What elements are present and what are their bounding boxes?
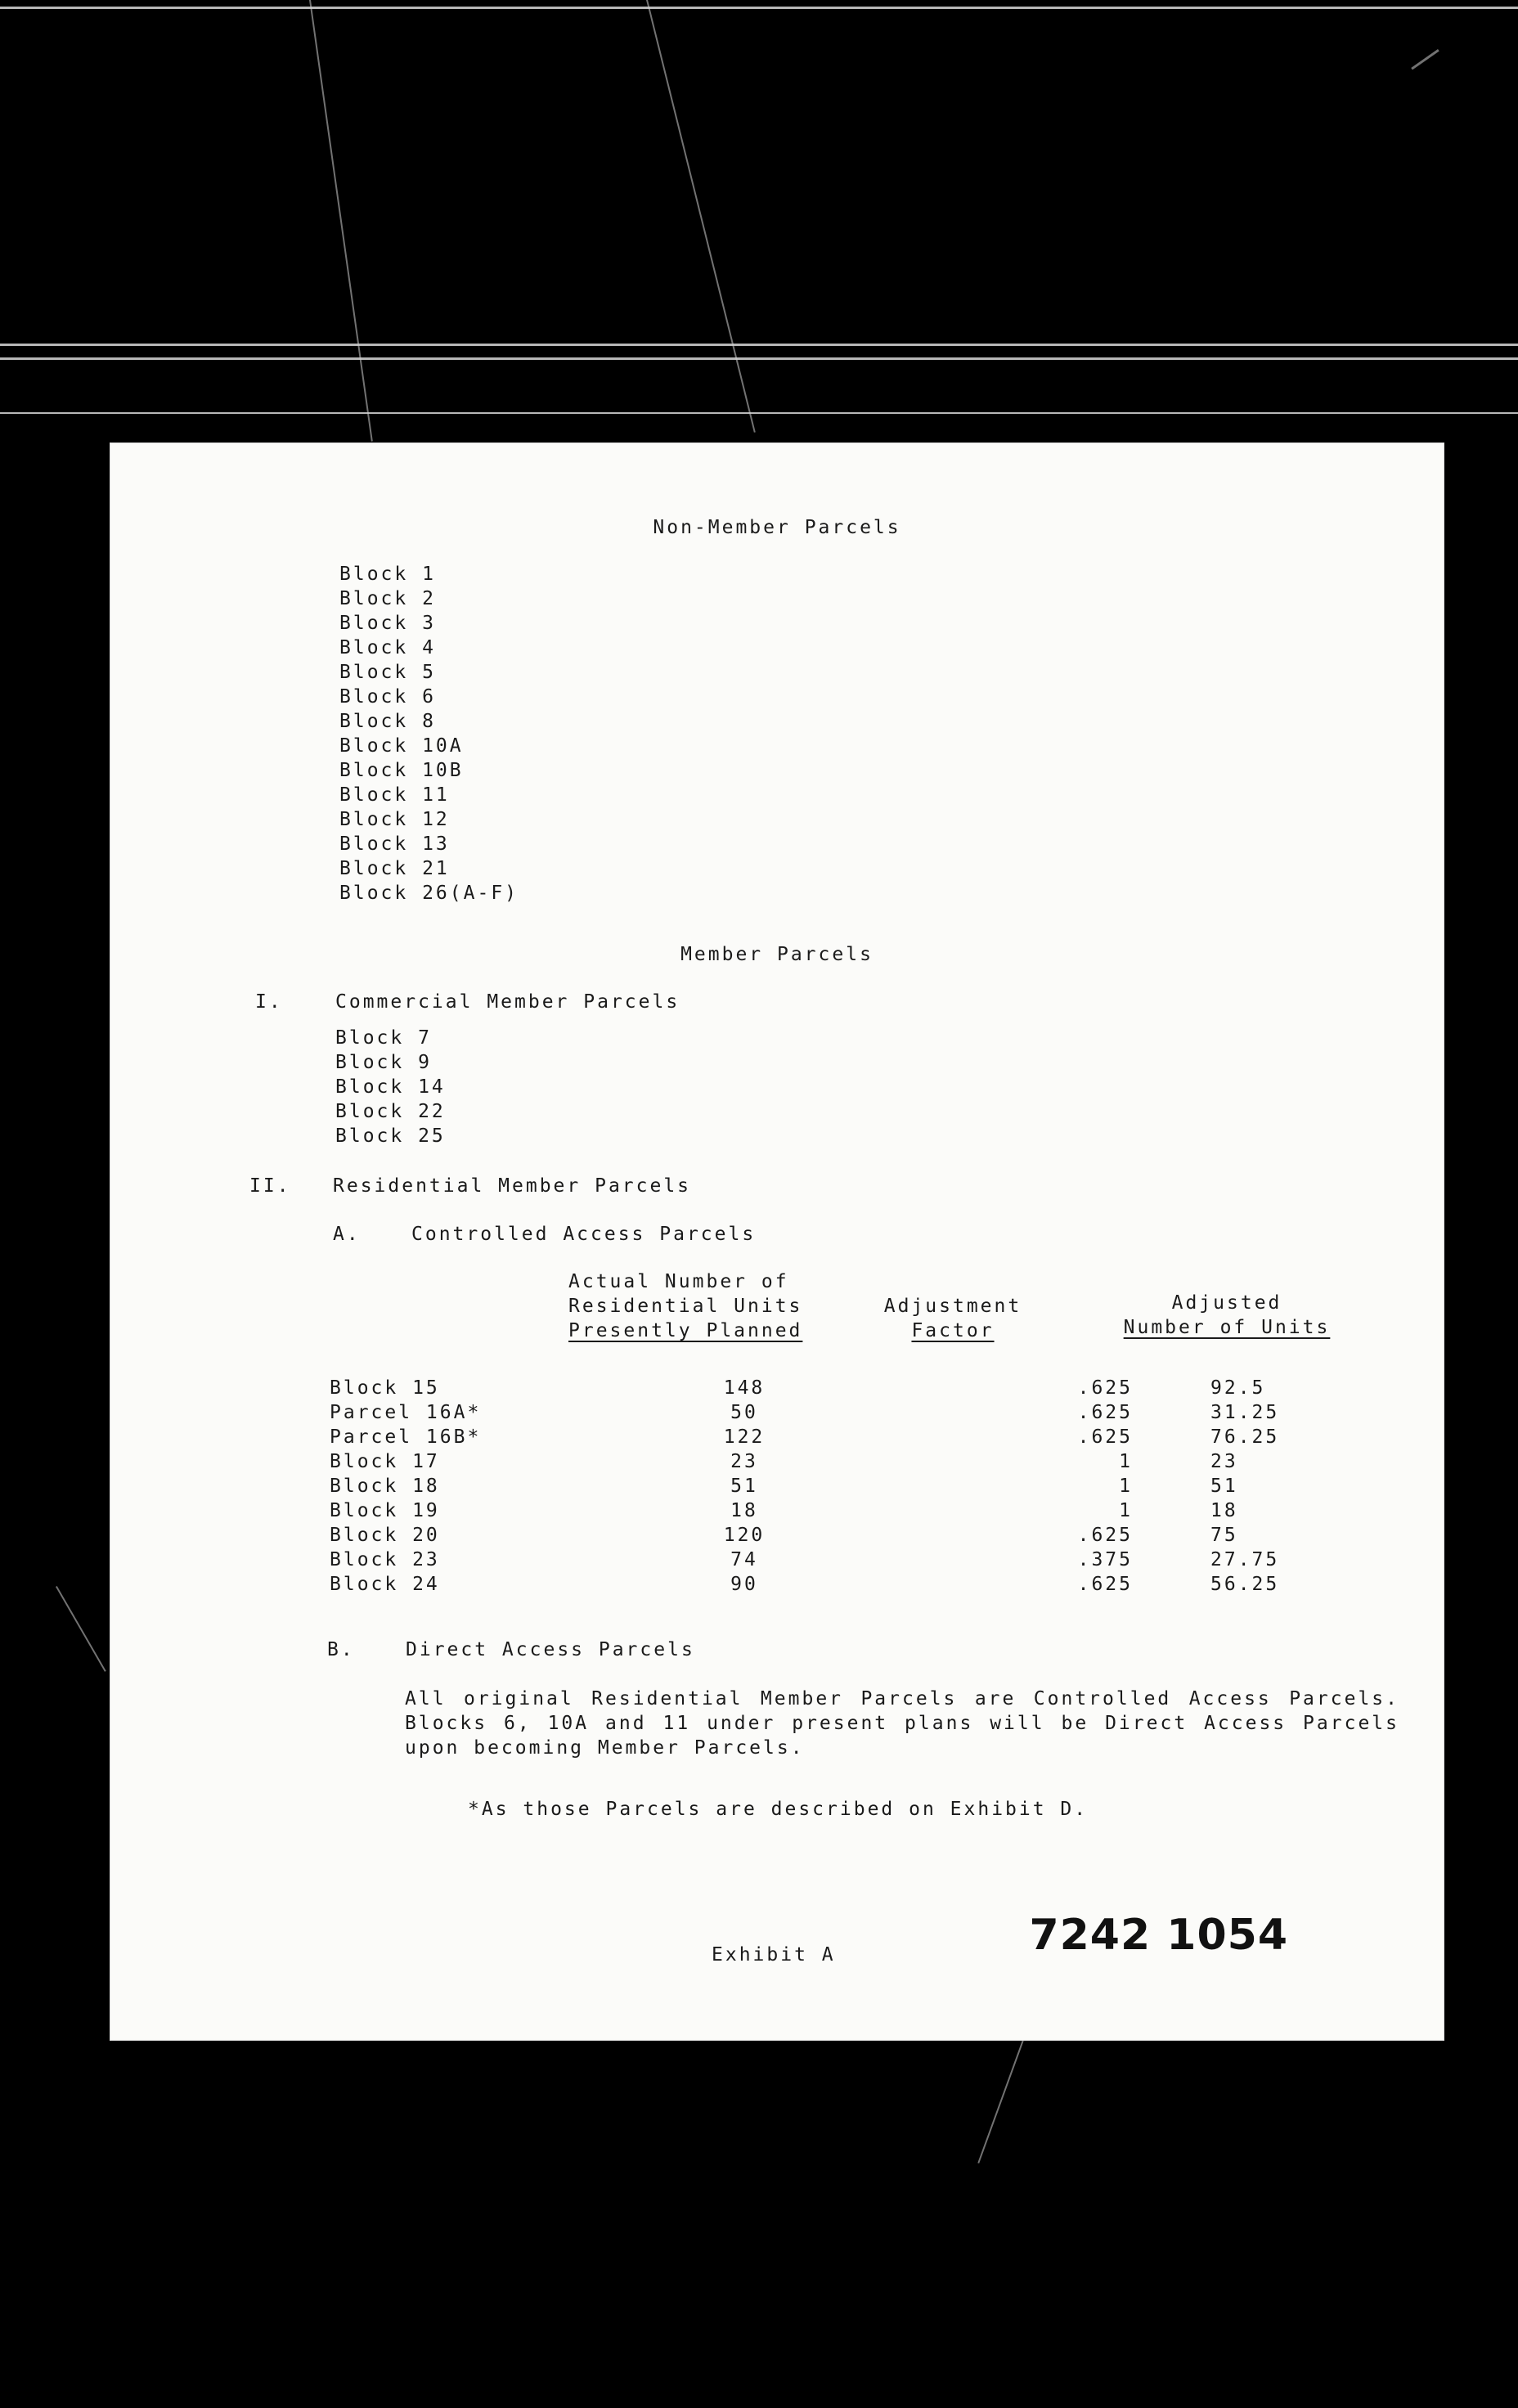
section-numeral-i: I.	[255, 991, 283, 1013]
footnote: *As those Parcels are described on Exhibit D.	[468, 1799, 1089, 1820]
list-item: Block 12	[339, 809, 450, 830]
header-line: Number of Units	[1123, 1317, 1331, 1338]
scan-scratch	[309, 0, 373, 442]
list-item: Block 2	[339, 588, 436, 609]
table-cell-adjusted: 27.75	[1210, 1549, 1280, 1570]
list-item: Block 21	[339, 858, 450, 879]
table-cell-parcel: Block 17	[330, 1451, 440, 1472]
table-cell-actual: 50	[730, 1402, 758, 1423]
table-cell-actual: 122	[723, 1426, 766, 1448]
scan-border-line	[0, 357, 1518, 360]
table-cell-adjusted: 56.25	[1210, 1574, 1280, 1595]
table-cell-actual: 120	[723, 1525, 766, 1546]
header-line: Actual Number of	[568, 1271, 789, 1292]
list-item: Block 9	[335, 1052, 432, 1073]
header-line: Residential Units	[568, 1296, 803, 1317]
list-item: Block 4	[339, 637, 436, 658]
scan-scratch	[1411, 49, 1439, 70]
header-line: Presently Planned	[568, 1320, 803, 1341]
member-title: Member Parcels	[680, 944, 874, 965]
header-line: Adjustment	[883, 1296, 1022, 1317]
table-cell-factor: .625	[1077, 1402, 1133, 1423]
section-numeral-ii: II.	[249, 1175, 291, 1197]
list-item: Block 10B	[339, 760, 464, 781]
table-cell-adjusted: 31.25	[1210, 1402, 1280, 1423]
list-item: Block 6	[339, 686, 436, 708]
residential-title: Residential Member Parcels	[333, 1175, 692, 1197]
header-line: Adjusted	[1171, 1292, 1282, 1314]
list-item: Block 10A	[339, 735, 464, 757]
list-item: Block 22	[335, 1101, 446, 1122]
subsection-letter-b: B.	[327, 1639, 355, 1660]
table-cell-factor: 1	[1119, 1500, 1133, 1521]
header-actual-units	[568, 1269, 802, 1343]
scan-scratch	[977, 2040, 1024, 2163]
table-cell-adjusted: 18	[1210, 1500, 1238, 1521]
table-cell-actual: 23	[730, 1451, 758, 1472]
table-cell-adjusted: 23	[1210, 1451, 1238, 1472]
scan-border-line	[0, 7, 1518, 9]
non-member-block-list	[339, 562, 519, 905]
subsection-letter-a: A.	[333, 1224, 361, 1245]
list-item: Block 13	[339, 833, 450, 855]
table-cell-actual: 51	[730, 1476, 758, 1497]
list-item: Block 25	[335, 1125, 446, 1147]
header-line: Factor	[911, 1320, 995, 1341]
table-cell-adjusted: 51	[1210, 1476, 1238, 1497]
list-item: Block 7	[335, 1027, 432, 1049]
scan-border-line	[0, 344, 1518, 346]
table-cell-factor: 1	[1119, 1476, 1133, 1497]
commercial-title: Commercial Member Parcels	[335, 991, 680, 1013]
commercial-block-list	[335, 1026, 446, 1148]
table-cell-parcel: Block 24	[330, 1574, 440, 1595]
list-item: Block 26(A-F)	[339, 883, 519, 904]
non-member-title: Non-Member Parcels	[653, 517, 901, 538]
table-cell-factor: 1	[1119, 1451, 1133, 1472]
list-item: Block 11	[339, 784, 450, 806]
table-cell-adjusted: 92.5	[1210, 1377, 1266, 1399]
list-item: Block 8	[339, 711, 436, 732]
table-cell-actual: 90	[730, 1574, 758, 1595]
list-item: Block 5	[339, 662, 436, 683]
direct-access-title: Direct Access Parcels	[406, 1639, 695, 1660]
table-cell-adjusted: 76.25	[1210, 1426, 1280, 1448]
table-cell-actual: 18	[730, 1500, 758, 1521]
controlled-access-title: Controlled Access Parcels	[411, 1224, 757, 1245]
table-cell-adjusted: 75	[1210, 1525, 1238, 1546]
table-cell-parcel: Block 19	[330, 1500, 440, 1521]
table-cell-factor: .625	[1077, 1574, 1133, 1595]
scan-scratch	[646, 0, 756, 433]
list-item: Block 14	[335, 1076, 446, 1098]
table-cell-factor: .625	[1077, 1377, 1133, 1399]
table-cell-parcel: Parcel 16B*	[330, 1426, 482, 1448]
scan-scratch	[56, 1586, 106, 1672]
table-cell-parcel: Block 15	[330, 1377, 440, 1399]
table-cell-factor: .625	[1077, 1426, 1133, 1448]
table-cell-parcel: Block 18	[330, 1476, 440, 1497]
header-adjusted-units	[1116, 1291, 1337, 1340]
list-item: Block 3	[339, 613, 436, 634]
header-adjustment-factor	[871, 1294, 1035, 1343]
direct-access-paragraph: All original Residential Member Parcels are Controlled Access Parcels. Blocks 6, 10A and 11 under present plans will be Direct Access Parcels upon becoming Member Parcels.	[405, 1688, 1399, 1759]
table-cell-factor: .375	[1077, 1549, 1133, 1570]
document-page	[110, 443, 1444, 2040]
table-cell-parcel: Block 20	[330, 1525, 440, 1546]
table-cell-factor: .625	[1077, 1525, 1133, 1546]
table-cell-actual: 74	[730, 1549, 758, 1570]
table-cell-parcel: Block 23	[330, 1549, 440, 1570]
table-cell-actual: 148	[723, 1377, 766, 1399]
list-item: Block 1	[339, 564, 436, 585]
recording-stamp: 7242 1054	[1029, 1911, 1288, 1960]
scan-border-line	[0, 412, 1518, 414]
table-cell-parcel: Parcel 16A*	[330, 1402, 482, 1423]
exhibit-label: Exhibit A	[712, 1944, 836, 1965]
